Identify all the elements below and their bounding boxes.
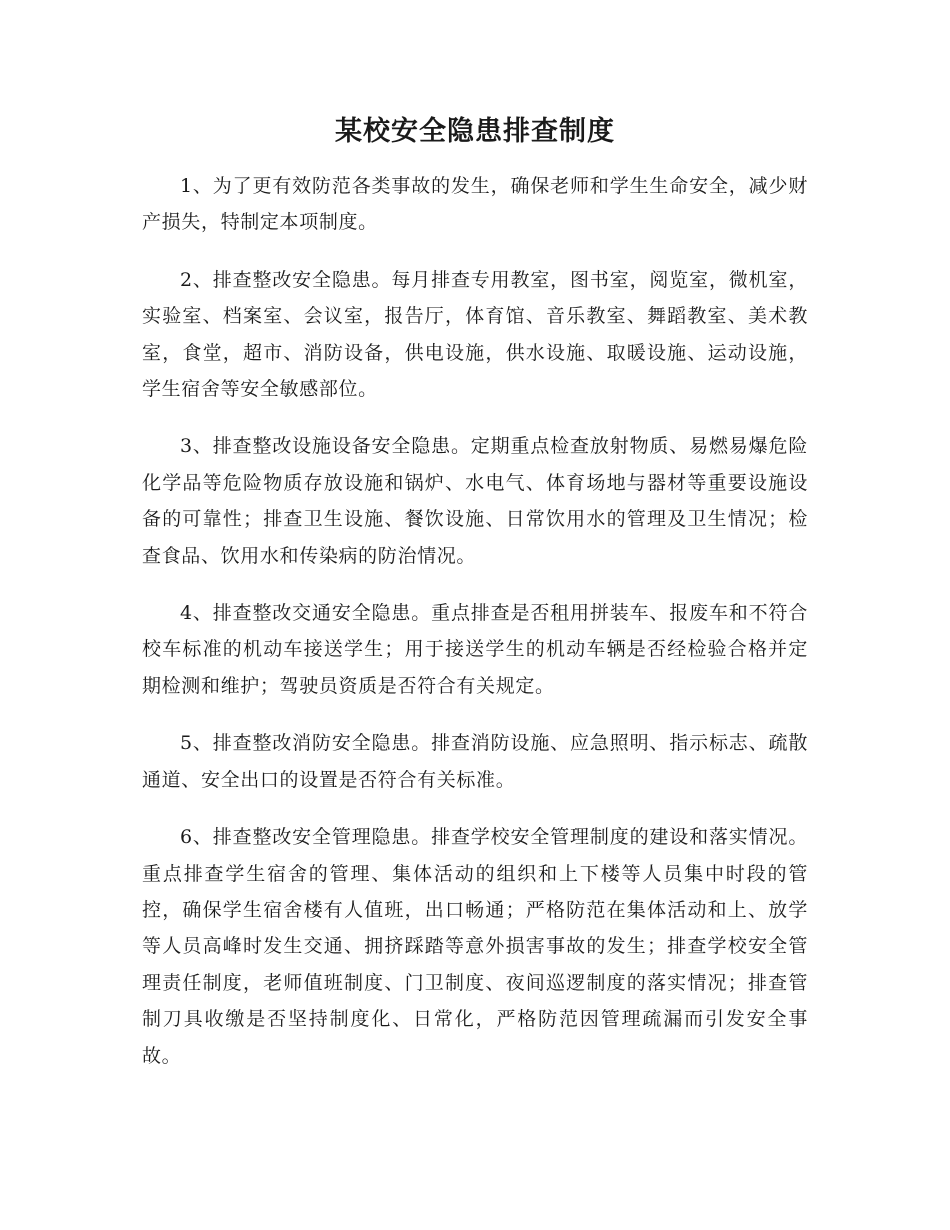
document-title: 某校安全隐患排查制度 [335, 116, 615, 147]
paragraph-4: 4、排查整改交通安全隐患。重点排查是否租用拼装车、报废车和不符合校车标准的机动车接送学生；用于接送学生的机动车辆是否经检验合格并定期检测和维护；驾驶员资质是否符合有关规定。 [142, 602, 808, 697]
paragraph-2: 2、排查整改安全隐患。每月排查专用教室，图书室，阅览室，微机室，实验室、档案室、会议室，报告厅，体育馆、音乐教室、舞蹈教室、美术教室，食堂，超市、消防设备，供电设施，供水设施、取暖设施、运动设施，学生宿舍等安全敏感部位。 [142, 268, 808, 401]
paragraph-5: 5、排查整改消防安全隐患。排查消防设施、应急照明、指示标志、疏散通道、安全出口的设置是否符合有关标准。 [142, 732, 808, 791]
paragraph-6: 6、排查整改安全管理隐患。排查学校安全管理制度的建设和落实情况。重点排查学生宿舍的管理、集体活动的组织和上下楼等人员集中时段的管控，确保学生宿舍楼有人值班，出口畅通；严格防范在集体活动和上、放学等人员高峰时发生交通、拥挤踩踏等意外损害事故的发生；排查学校安全管理责任制度，老师值班制度、门卫制度、夜间巡逻制度的落实情况；排查管制刀具收缴是否坚持制度化、日常化，严格防范因管理疏漏而引发安全事故。 [142, 826, 808, 1067]
paragraph-1: 1、为了更有效防范各类事故的发生，确保老师和学生生命安全，减少财产损失，特制定本项制度。 [142, 175, 808, 234]
paragraph-3: 3、排查整改设施设备安全隐患。定期重点检查放射物质、易燃易爆危险化学品等危险物质存放设施和锅炉、水电气、体育场地与器材等重要设施设备的可靠性；排查卫生设施、餐饮设施、日常饮用水的管理及卫生情况；检查食品、饮用水和传染病的防治情况。 [142, 435, 808, 567]
